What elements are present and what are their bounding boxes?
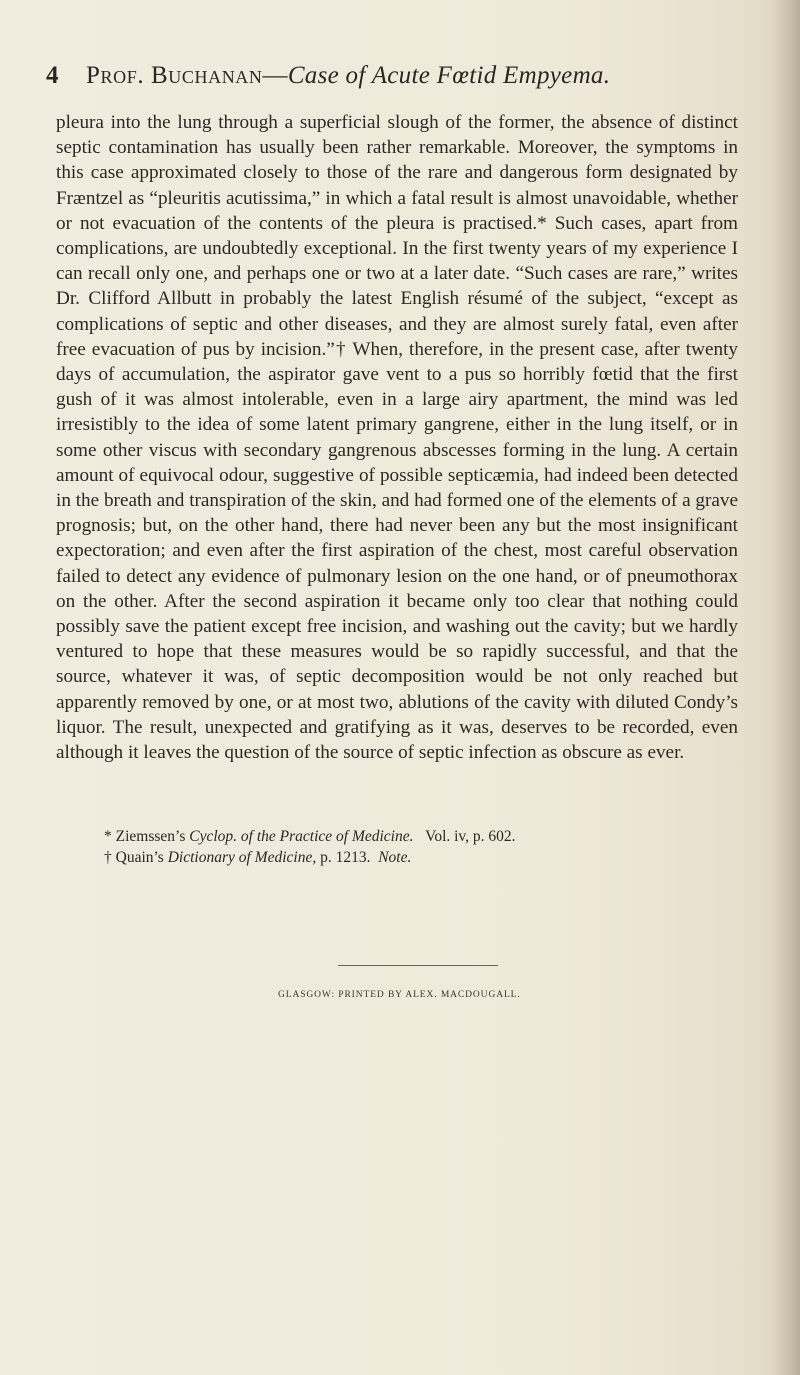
header-title: Case of Acute Fœtid Empyema.: [287, 62, 611, 89]
footnote-prefix: Quain’s: [115, 849, 164, 866]
footnote-work-title: Dictionary of Medicine,: [167, 849, 317, 866]
header-dash: —: [262, 62, 288, 89]
header-author: Prof. Buchanan: [86, 62, 263, 89]
page-number: 4: [46, 62, 59, 89]
body-text: [56, 110, 738, 765]
footnote-reference: p. 1213.: [320, 849, 371, 866]
printer-imprint: GLASGOW: PRINTED BY ALEX. MACDOUGALL.: [278, 990, 521, 1000]
page-edge-shadow: [772, 0, 800, 1375]
imprint-rule: [338, 965, 498, 966]
footnote-quain: [104, 847, 746, 868]
footnote-mark: *: [104, 828, 112, 845]
running-header: [46, 62, 746, 90]
footnotes: [56, 826, 746, 868]
body-paragraph: pleura into the lung through a superficial slough of the former, the absence of distinct septic contamination has usually been rather remarkable. Moreover, the symptoms in this case approximated closely to those of the rare and dangerous form designated by Fræntzel as “pleuritis acutissima,” in which a fatal result is almost unavoidable, whether or not evacuation of the contents of the pleura is practised.* Such cases, apart from complications, are undoubtedly exceptional. In the first twenty years of my experience I can recall only one, and perhaps one or two at a later date. “Such cases are rare,” writes Dr. Clifford Allbutt in probably the latest English résumé of the subject, “except as complications of septic and other diseases, and they are almost surely fatal, even after free evacuation of pus by incision.”† When, therefore, in the present case, after twenty days of accumulation, the aspirator gave vent to a pus so horribly fœtid that the first gush of it was almost intolerable, even in a large airy apartment, the mind was led irresistibly to the idea of some latent primary gangrene, either in the lung itself, or in some other viscus with secondary gangrenous abscesses forming in the lung. A certain amount of equivocal odour, suggestive of possible septicæmia, had indeed been detected in the breath and transpiration of the skin, and had formed one of the elements of a grave prognosis; but, on the other hand, there had never been any but the most insignificant expectoration; and even after the first aspiration of the chest, most careful observation failed to detect any evidence of pulmonary lesion on the one hand, or of pneumothorax on the other. After the second aspiration it became only too clear that nothing could possibly save the patient except free incision, and washing out the cavity; but we hardly ventured to hope that these measures would be so rapidly successful, and that the source, whatever it was, of septic decomposition would be not only reached but apparently removed by one, or at most two, ablutions of the cavity with diluted Condy’s liquor. The result, unexpected and gratifying as it was, deserves to be recorded, even although it leaves the question of the source of septic infection as obscure as ever.: [56, 112, 738, 764]
footnote-prefix: Ziemssen’s: [115, 828, 186, 845]
footnote-reference: Vol. iv, p. 602.: [425, 828, 516, 845]
footnote-work-title: Cyclop. of the Practice of Medicine.: [189, 828, 414, 845]
footnote-note: Note.: [378, 849, 412, 866]
footnote-ziemssen: [104, 826, 746, 847]
footnote-mark: †: [104, 849, 112, 866]
